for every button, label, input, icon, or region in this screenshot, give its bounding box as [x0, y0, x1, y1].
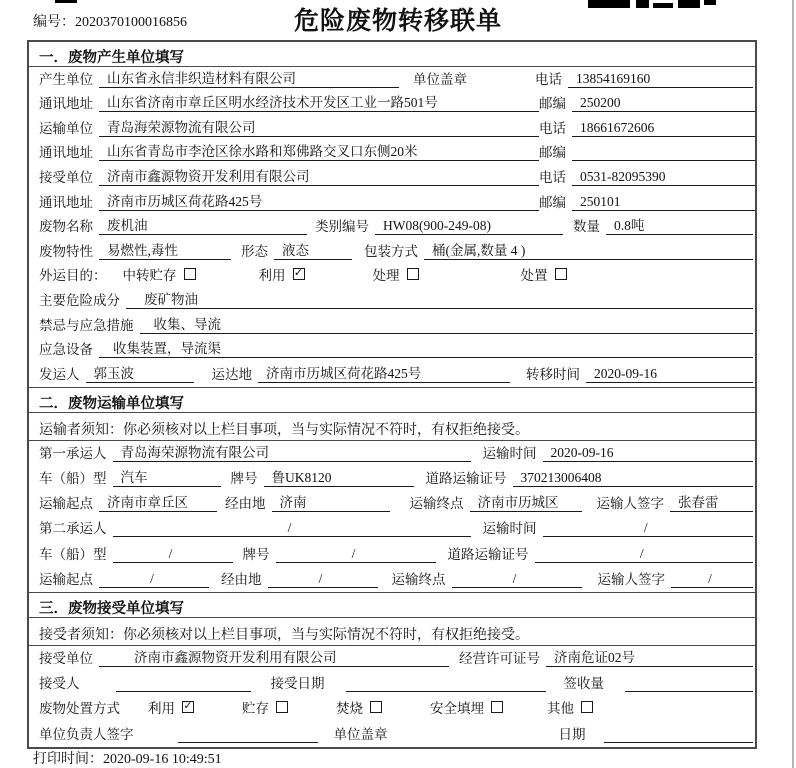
form-label: 形态 [241, 243, 268, 259]
addr1-label: 通讯地址 [39, 96, 93, 112]
row-producer [29, 67, 755, 92]
via1-field: 济南 [272, 491, 390, 512]
purpose-utilize-label: 利用 [258, 268, 286, 284]
purpose-option-utilize [259, 264, 305, 284]
addr3-field: 济南市历城区荷花路425号 [99, 190, 539, 211]
disposal-option-utilize [148, 697, 194, 717]
section-transport-title: 二．废物运输单位填写 [29, 388, 755, 413]
plate1-field: 鲁UK8120 [264, 466, 414, 487]
time1-field: 2020-09-16 [543, 445, 754, 462]
row-sender [29, 362, 755, 387]
print-timestamp [33, 748, 222, 768]
purpose-option-treat [373, 264, 419, 284]
packing-field: 桶(金属,数量 4 ) [424, 239, 753, 260]
license1-field: 370213006408 [513, 470, 754, 487]
zip1-field: 250200 [572, 95, 755, 112]
phone1-field: 13854169160 [568, 71, 753, 88]
receive-unit-field: 济南市鑫源物资开发利用有限公司 [99, 646, 449, 667]
carrier2-field: / [113, 520, 471, 537]
category-label: 类别编号 [315, 219, 369, 235]
purpose-option-transit [123, 264, 196, 284]
transfer-time-label: 转移时间 [526, 366, 580, 382]
disposal-option-store [242, 697, 288, 717]
phone3-label: 电话 [539, 169, 566, 185]
sign2-label: 运输人签字 [597, 571, 665, 587]
disposal-option-other [547, 697, 593, 717]
receive-unit-label: 接受单位 [39, 651, 93, 667]
taboo-label: 禁忌与应急措施 [39, 317, 134, 333]
phone3-field: 0531-82095390 [572, 169, 755, 186]
row-waste-character [29, 239, 755, 264]
disposal-incinerate-checkbox[interactable] [370, 701, 382, 713]
receive-person-label: 接受人 [39, 676, 80, 692]
qty-label: 数量 [573, 219, 600, 235]
zip1-label: 邮编 [539, 96, 566, 112]
receive-date-label: 接受日期 [270, 676, 325, 692]
receiver-field: 济南市鑫源物资开发利用有限公司 [99, 165, 539, 186]
end1-field: 济南市历城区 [470, 491, 582, 512]
purpose-transit-label: 中转贮存 [122, 268, 177, 284]
origin1-field: 济南市章丘区 [99, 491, 217, 512]
row-second-carrier [29, 516, 755, 541]
origin2-label: 运输起点 [39, 571, 93, 587]
section-transport [29, 387, 755, 592]
disposal-utilize-label: 利用 [148, 701, 175, 717]
purpose-option-dispose [521, 264, 567, 284]
row-receiver [29, 165, 755, 190]
receive-person-field [116, 677, 251, 692]
license2-field: / [535, 546, 754, 563]
head-sign-label: 单位负责人签字 [39, 726, 134, 742]
plate2-label: 牌号 [242, 546, 270, 562]
date2-field [604, 728, 754, 743]
print-timestamp-value: 2020-09-16 10:49:51 [103, 752, 222, 767]
time2-field: / [543, 520, 754, 537]
dest-label: 运达地 [211, 366, 252, 382]
vehicle2-label: 车（船）型 [39, 546, 107, 562]
window-edge-divider [792, 0, 794, 768]
row-emergency-equipment [29, 338, 755, 363]
row-first-carrier [29, 441, 755, 466]
time1-label: 运输时间 [482, 445, 537, 461]
addr2-field: 山东省青岛市李沧区徐水路和郑佛路交叉口东侧20米 [99, 141, 539, 162]
transport-notice: 运输者须知：你必须核对以上栏目事项，当与实际情况不符时，有权拒绝接受。 [29, 413, 755, 441]
end2-label: 运输终点 [391, 571, 446, 587]
phone1-label: 电话 [535, 71, 562, 87]
producer-field: 山东省永信非织造材料有限公司 [99, 67, 399, 88]
receiver-notice: 接受者须知：你必须核对以上栏目事项，当与实际情况不符时，有权拒绝接受。 [29, 618, 755, 646]
transporter-label: 运输单位 [39, 120, 93, 136]
row-vehicle-2 [29, 541, 755, 566]
phone2-label: 电话 [539, 120, 566, 136]
sender-field: 郭玉波 [86, 362, 194, 383]
row-taboo-measures [29, 313, 755, 338]
purpose-utilize-checkbox[interactable]: ✓ [293, 267, 304, 280]
form-number-value: 2020370100016856 [75, 15, 187, 30]
section-receiver [29, 592, 755, 747]
license2-label: 道路运输证号 [447, 546, 529, 562]
disposal-option-incinerate [336, 697, 382, 717]
disposal-incinerate-label: 焚烧 [336, 701, 363, 717]
receiver-label: 接受单位 [39, 169, 93, 185]
row-vehicle-1 [29, 466, 755, 491]
purpose-dispose-checkbox[interactable] [555, 268, 567, 280]
form-field: 液态 [274, 239, 352, 260]
section-producer [29, 42, 755, 387]
dest-field: 济南市历城区荷花路425号 [258, 362, 510, 383]
permit-label: 经营许可证号 [459, 651, 540, 667]
disposal-utilize-checkbox[interactable]: ✓ [183, 700, 193, 713]
disposal-other-label: 其他 [547, 701, 574, 717]
vehicle2-field: / [113, 546, 233, 563]
date2-label: 日期 [558, 726, 586, 742]
waste-name-field: 废机油 [99, 215, 307, 236]
waste-name-label: 废物名称 [39, 219, 93, 235]
zip2-label: 邮编 [539, 145, 566, 161]
via2-field: / [268, 571, 378, 588]
section-producer-title: 一．废物产生单位填写 [29, 42, 755, 67]
row-producer-address [29, 92, 755, 117]
zip2-field [572, 146, 755, 161]
disposal-store-label: 贮存 [242, 701, 269, 717]
receipt-amount-label: 签收量 [563, 676, 604, 692]
disposal-label: 废物处置方式 [39, 701, 120, 717]
addr2-label: 通讯地址 [39, 145, 93, 161]
zip3-label: 邮编 [539, 194, 566, 210]
row-transfer-purpose [29, 264, 755, 289]
receive-date-field [346, 677, 546, 692]
equipment-field: 收集装置，导流渠 [99, 338, 753, 359]
via1-label: 经由地 [225, 496, 266, 512]
origin2-field: / [99, 571, 209, 588]
transporter-field: 青岛海荣源物流有限公司 [99, 116, 539, 137]
row-head-signature [29, 721, 755, 746]
sign2-field: / [671, 571, 753, 588]
receiver-seal-label: 单位盖章 [333, 726, 388, 742]
page-title: 危险废物转移联单 [293, 8, 502, 35]
purpose-dispose-label: 处置 [520, 268, 548, 284]
sign1-label: 运输人签字 [596, 496, 664, 512]
via2-label: 经由地 [221, 571, 262, 587]
row-receive-unit [29, 646, 755, 671]
disposal-landfill-label: 安全填埋 [430, 701, 484, 717]
vehicle1-field: 汽车 [113, 466, 221, 487]
transfer-time-field: 2020-09-16 [586, 366, 753, 383]
taboo-field: 收集、导流 [140, 313, 754, 334]
origin1-label: 运输起点 [39, 496, 93, 512]
disposal-store-checkbox[interactable] [276, 701, 288, 713]
section-receiver-title: 三．废物接受单位填写 [29, 593, 755, 618]
hazard-field: 废矿物油 [126, 288, 753, 309]
end2-field: / [452, 571, 582, 588]
row-receiver-address [29, 190, 755, 215]
qr-code-fragment [588, 0, 718, 9]
row-route-2 [29, 567, 755, 592]
form-table [27, 40, 757, 749]
row-transporter [29, 116, 755, 141]
addr1-field: 山东省济南市章丘区明水经济技术开发区工业一路501号 [99, 92, 539, 113]
equipment-label: 应急设备 [39, 342, 93, 358]
carrier1-field: 青岛海荣源物流有限公司 [113, 441, 471, 462]
head-sign-field [178, 728, 318, 743]
form-number-label: 编号： [33, 15, 75, 30]
disposal-other-checkbox[interactable] [581, 701, 593, 713]
character-field: 易燃性,毒性 [99, 239, 231, 260]
row-receive-person [29, 671, 755, 696]
time2-label: 运输时间 [482, 521, 537, 537]
vehicle1-label: 车（船）型 [39, 471, 107, 487]
purpose-treat-checkbox[interactable] [407, 268, 419, 280]
hazard-label: 主要危险成分 [39, 292, 120, 308]
zip3-field: 250101 [572, 194, 755, 211]
purpose-transit-checkbox[interactable] [184, 268, 196, 280]
packing-label: 包装方式 [364, 243, 418, 259]
plate1-label: 牌号 [230, 471, 258, 487]
producer-label: 产生单位 [39, 71, 93, 87]
row-waste-name [29, 215, 755, 240]
row-disposal-method [29, 696, 755, 721]
plate2-field: / [276, 546, 436, 563]
document-header [0, 0, 796, 40]
row-transporter-address [29, 141, 755, 166]
row-route-1 [29, 491, 755, 516]
license1-label: 道路运输证号 [425, 471, 507, 487]
carrier1-label: 第一承运人 [39, 445, 107, 461]
permit-field: 济南危证02号 [546, 646, 753, 667]
phone2-field: 18661672606 [572, 120, 755, 137]
receipt-amount-field [625, 677, 753, 692]
row-hazard-component [29, 288, 755, 313]
qty-field: 0.8吨 [606, 215, 753, 236]
purpose-label: 外运目的： [39, 268, 107, 284]
disposal-option-landfill [430, 697, 503, 717]
unit-seal-label: 单位盖章 [413, 71, 467, 87]
disposal-landfill-checkbox[interactable] [491, 701, 503, 713]
end1-label: 运输终点 [409, 496, 464, 512]
sender-label: 发运人 [39, 366, 80, 382]
carrier2-label: 第二承运人 [39, 521, 107, 537]
character-label: 废物特性 [39, 243, 93, 259]
print-timestamp-label: 打印时间： [33, 752, 103, 767]
category-field: HW08(900-249-08) [375, 218, 563, 235]
purpose-treat-label: 处理 [372, 268, 400, 284]
sign1-field: 张春雷 [670, 491, 753, 512]
addr3-label: 通讯地址 [39, 194, 93, 210]
